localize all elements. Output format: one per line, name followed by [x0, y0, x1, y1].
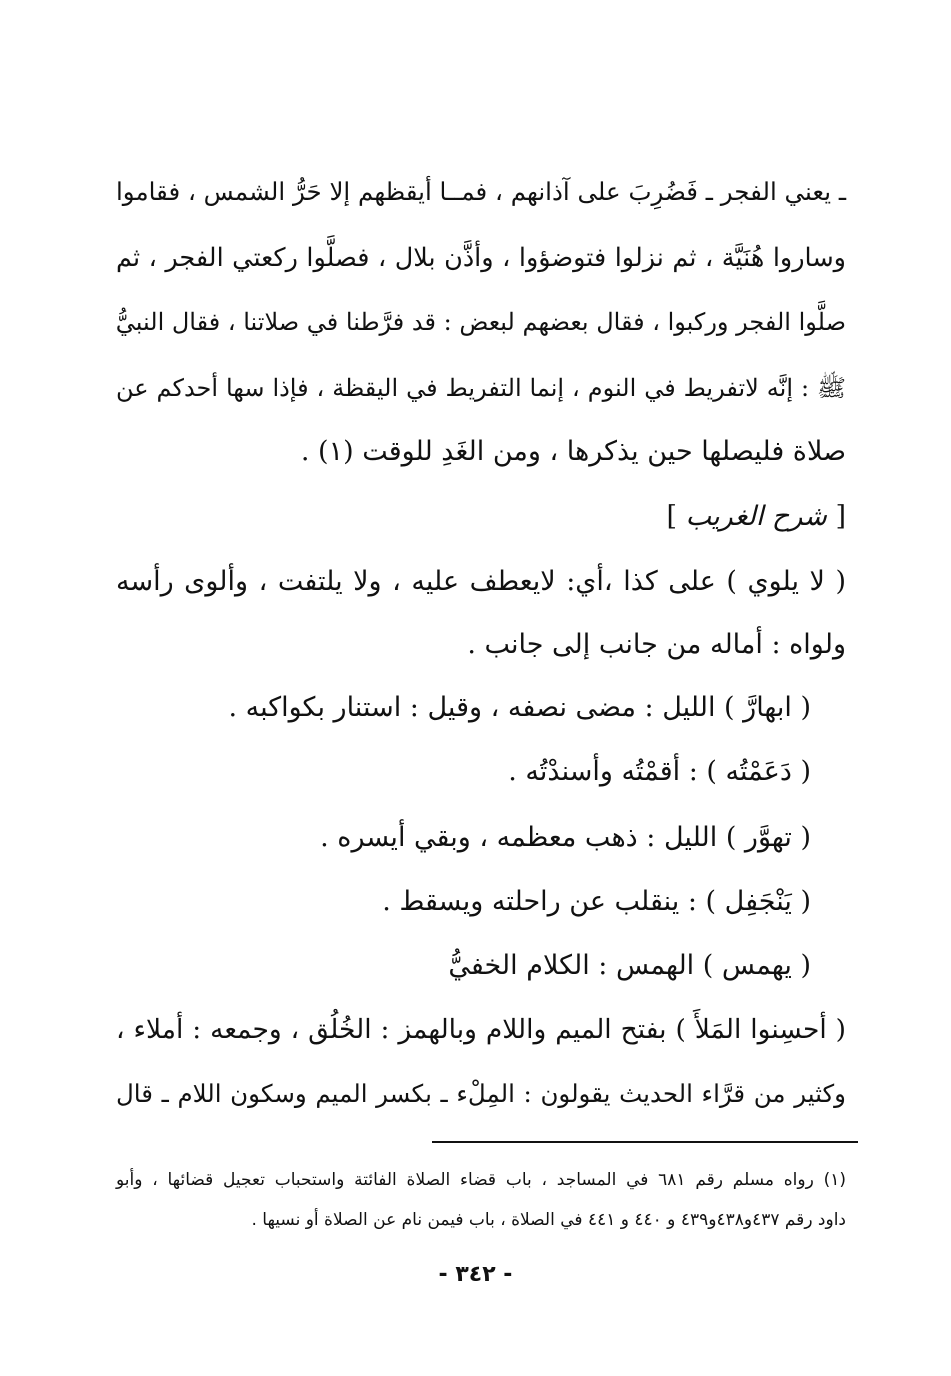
glossary-entry: ( دَعَمْتُه ) : أقمْتُه وأسندْتُه .	[508, 756, 811, 787]
glossary-heading-text: شرح الغريب	[685, 501, 827, 532]
footnote-separator	[432, 1141, 858, 1143]
footnote-line-2: داود رقم ٤٣٧و٤٣٨و٤٣٩ و ٤٤٠ و ٤٤١ في الصلاة ، باب فيمن نام عن الصلاة أو نسيها .	[251, 1210, 846, 1230]
body-line-4: ﷺ : إنَّه لاتفريط في النوم ، إنما التفريط في اليقظة ، فإذا سها أحدكم عن	[116, 374, 846, 402]
footnote-line-1: (١) رواه مسلم رقم ٦٨١ في المساجد ، باب قضاء الصلاة الفائتة واستحباب تعجيل قضائها ، وأبو	[116, 1170, 846, 1190]
body-line-5: صلاة فليصلها حين يذكرها ، ومن الغَدِ للوقت (١) .	[300, 436, 846, 467]
glossary-entry: ( ابهارَّ ) الليل : مضى نصفه ، وقيل : استنار بكواكبه .	[228, 692, 811, 723]
page-number: - ٣٤٢ -	[438, 1262, 513, 1287]
body-line-3: صلَّوا الفجر وركبوا ، فقال بعضهم لبعض : قد فرَّطنا في صلاتنا ، فقال النبيُّ	[115, 308, 846, 336]
glossary-entry: ( تهوَّر ) الليل : ذهب معظمه ، وبقي أيسره .	[320, 822, 811, 853]
glossary-intro-line-2: ولواه : أماله من جانب إلى جانب .	[467, 629, 846, 660]
body-line-2: وساروا هُنَيَّة ، ثم نزلوا فتوضؤوا ، وأذَّن بلال ، فصلَّوا ركعتي الفجر ، ثم	[116, 243, 846, 273]
glossary-entry: ( يَنْجَفِل ) : ينقلب عن راحلته ويسقط .	[382, 886, 811, 917]
glossary-closing-line-2: وكثير من قرَّاء الحديث يقولون : المِلْء ـ بكسر الميم وسكون اللام ـ قال	[116, 1079, 846, 1108]
glossary-closing-line-1: ( أحسِنوا المَلأَ ) بفتح الميم واللام وبالهمز : الخُلُق ، وجمعه : أملاء ،	[116, 1014, 846, 1045]
body-line-1: ـ يعني الفجر ـ فَضُرِبَ على آذانهم ، فمــا أيقظهم إلا حَرُّ الشمس ، فقاموا	[116, 177, 846, 206]
glossary-intro-line-1: ( لا يلوي ) على كذا ،أي: لايعطف عليه ، ولا يلتفت ، وألوى رأسه	[116, 566, 846, 597]
glossary-entry: ( يهمس ) الهمس : الكلام الخفيُّ	[448, 950, 811, 981]
glossary-heading: [ شرح الغريب ]	[666, 501, 846, 532]
